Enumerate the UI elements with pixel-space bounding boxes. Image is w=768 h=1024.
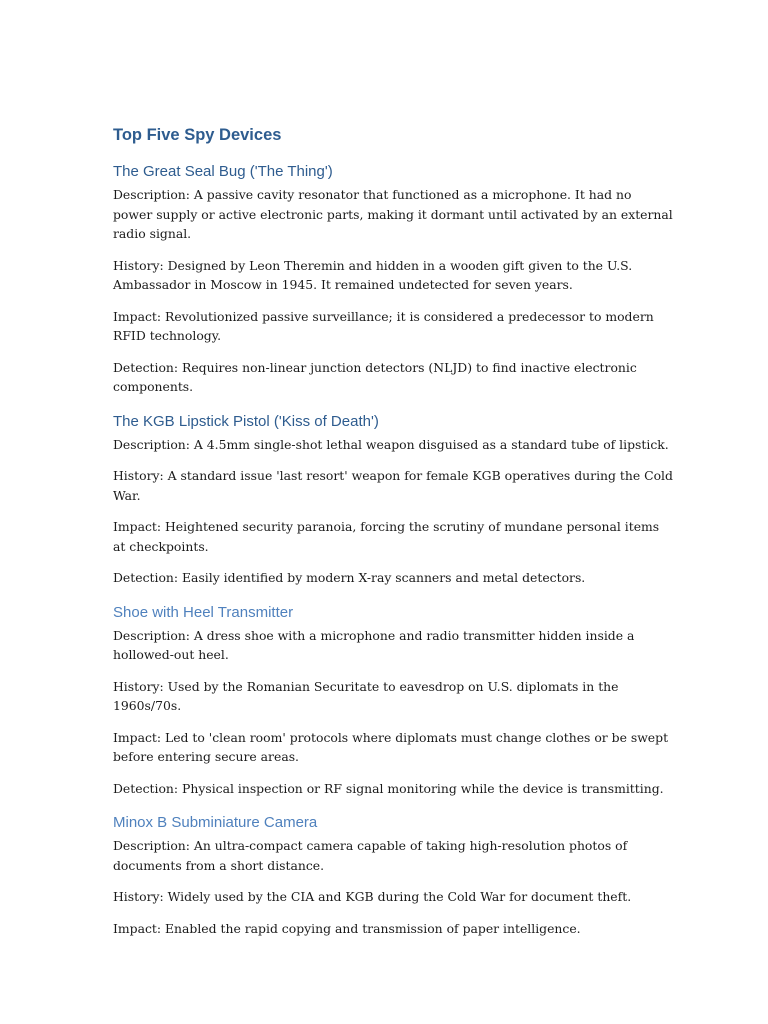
section-shoe-heel-transmitter [113,603,673,799]
description-text: Description: A 4.5mm single-shot lethal weapon disguised as a standard tube of lipstick. [113,436,669,452]
section-kgb-lipstick-pistol [113,412,673,588]
section-heading: Minox B Subminiature Camera [113,814,318,831]
detection-text: Detection: Easily identified by modern X-ray scanners and metal detectors. [113,570,586,585]
detection-text: Detection: Physical inspection or RF signal monitoring while the device is transmitting. [113,780,664,796]
document-title: Top Five Spy Devices [113,126,282,144]
history-text: History: Designed by Leon Theremin and hidden in a wooden gift given to the U.S. Ambassador in Moscow in 1945. It remained undetected for seven years. [113,257,633,292]
section-heading: The KGB Lipstick Pistol ('Kiss of Death') [113,412,379,430]
document-body [113,124,673,953]
description-text: Description: A passive cavity resonator that functioned as a microphone. It had no power supply or active electronic parts, making it dormant until activated by an external radio signal. [113,187,673,241]
impact-text: Impact: Led to 'clean room' protocols where diplomats must change clothes or be swept before entering secure areas. [113,729,669,764]
section-heading: The Great Seal Bug ('The Thing') [113,163,333,180]
section-heading: Shoe with Heel Transmitter [113,603,294,621]
impact-text: Impact: Revolutionized passive surveillance; it is considered a predecessor to modern RFID technology. [113,308,654,343]
history-text: History: Widely used by the CIA and KGB during the Cold War for document theft. [113,889,632,904]
section-great-seal-bug [113,162,673,397]
description-text: Description: A dress shoe with a microphone and radio transmitter hidden inside a hollowed-out heel. [113,627,635,662]
impact-text: Impact: Heightened security paranoia, forcing the scrutiny of mundane personal items at checkpoints. [113,519,660,554]
section-minox-camera [113,813,673,938]
detection-text: Detection: Requires non-linear junction detectors (NLJD) to find inactive electronic components. [113,359,637,394]
history-text: History: A standard issue 'last resort' weapon for female KGB operatives during the Cold War. [113,468,673,503]
description-text: Description: An ultra-compact camera capable of taking high-resolution photos of documents from a short distance. [113,838,628,873]
history-text: History: Used by the Romanian Securitate to eavesdrop on U.S. diplomats in the 1960s/70s. [113,678,619,713]
impact-text: Impact: Enabled the rapid copying and transmission of paper intelligence. [113,920,581,936]
